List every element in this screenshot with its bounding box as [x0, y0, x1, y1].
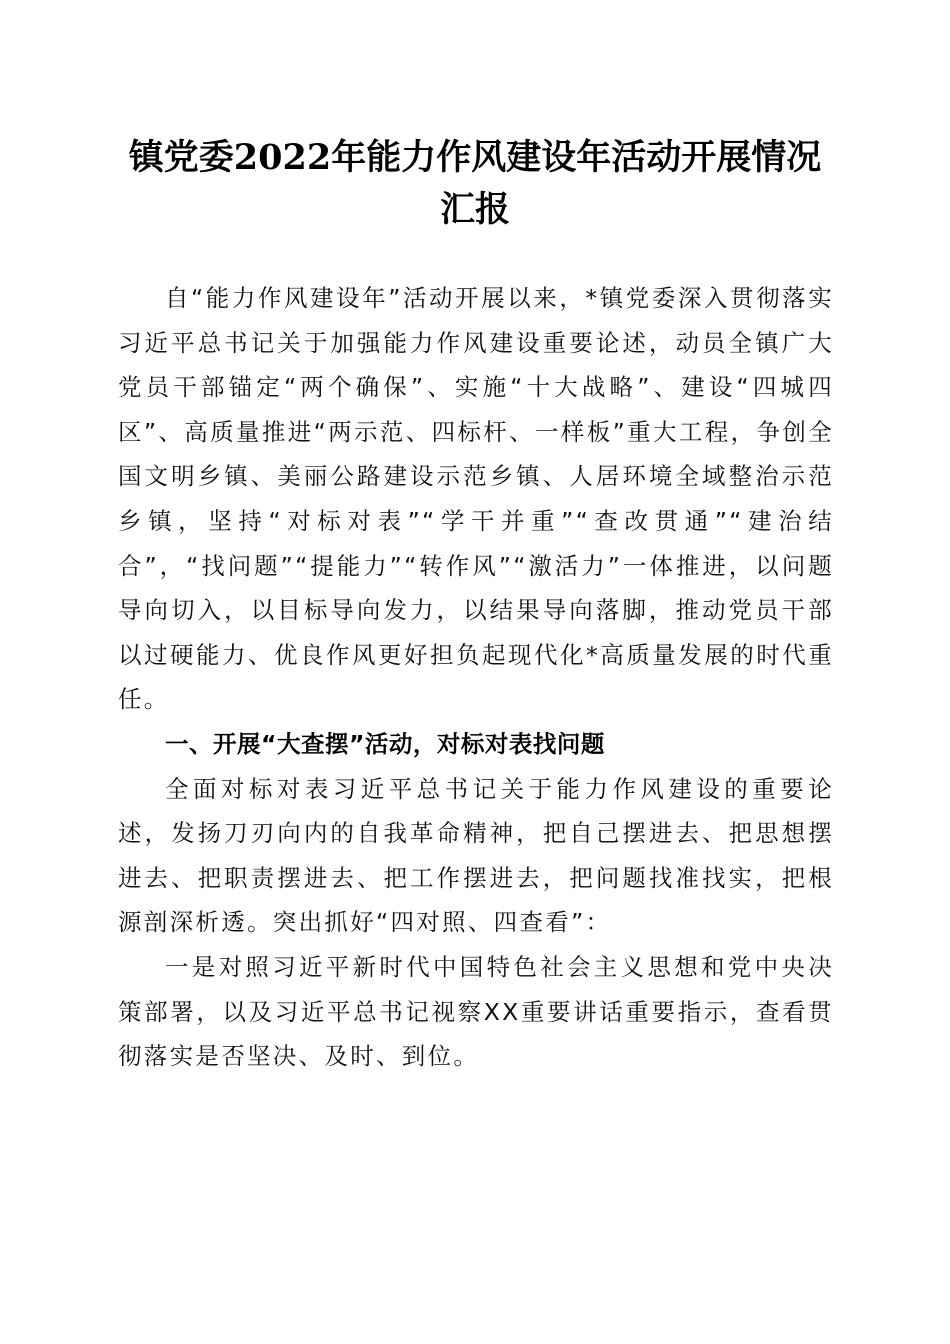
title-line-1: 镇党委2022年能力作风建设年活动开展情况 — [128, 137, 822, 178]
intro-paragraph: 自“能力作风建设年”活动开展以来，*镇党委深入贯彻落实习近平总书记关于加强能力作风建设重要论述，动员全镇广大党员干部锚定“两个确保”、实施“十大战略”、建设“四城四区”、高质量推进“两示范、四标杆、一样板”重大工程，争创全国文明乡镇、美丽公路建设示范乡镇、人居环境全域整治示范乡镇，坚持“对标对表”“学干并重”“查改贯通”“建治结合”，“找问题”“提能力”“转作风”“激活力”一体推进，以问题导向切入，以目标导向发力，以结果导向落脚，推动党员干部以过硬能力、优良作风更好担负起现代化*高质量发展的时代重任。 — [118, 284, 834, 714]
document-body — [118, 276, 834, 1079]
title-line-2: 汇报 — [439, 189, 510, 230]
section-heading: 一、开展“大查摆”活动，对标对表找问题 — [165, 729, 605, 758]
section-paragraph: 全面对标对表习近平总书记关于能力作风建设的重要论述，发扬刀刃向内的自我革命精神，把自己摆进去、把思想摆进去、把职责摆进去、把工作摆进去，把问题找准找实，把根源剖深析透。突出抓好“四对照、四查看”： — [118, 774, 834, 937]
section-paragraph: 一是对照习近平新时代中国特色社会主义思想和党中央决策部署，以及习近平总书记视察XX重要讲话重要指示，查看贯彻落实是否坚决、及时、到位。 — [118, 952, 834, 1071]
document-title — [110, 132, 840, 236]
